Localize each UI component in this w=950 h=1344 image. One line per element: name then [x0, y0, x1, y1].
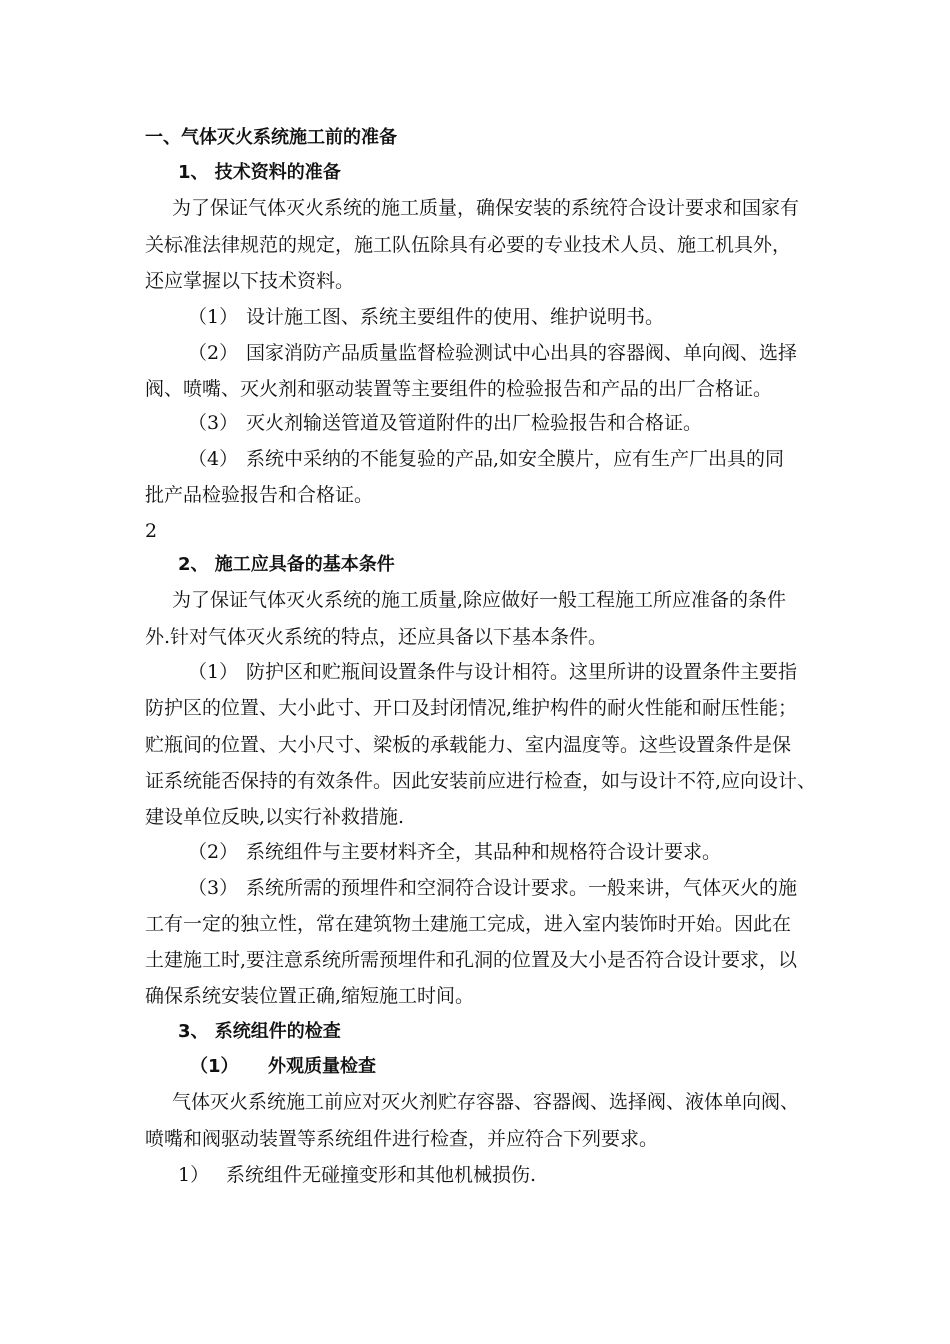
list-item-number: （3）: [188, 412, 239, 434]
subsection-title-2: 2、 施工应具备的基本条件: [178, 554, 395, 575]
list-item-number: （2）: [188, 841, 239, 863]
subsection-title-3: 3、 系统组件的检查: [178, 1021, 341, 1042]
list-item-text: 设计施工图、系统主要组件的使用、维护说明书。: [246, 306, 665, 328]
list-item-continuation: 工有一定的独立性，常在建筑物土建施工完成，进入室内装饰时开始。因此在: [145, 913, 792, 935]
list-item-text: 系统组件无碰撞变形和其他机械损伤.: [226, 1164, 537, 1186]
stray-page-mark: 2: [145, 520, 158, 542]
list-item: [188, 305, 664, 329]
subsection-title-1: 1、 技术资料的准备: [178, 162, 341, 183]
list-item-text: 系统组件与主要材料齐全，其品种和规格符合设计要求。: [246, 841, 722, 863]
sub-heading: [190, 1055, 376, 1079]
list-item-number: （3）: [188, 877, 239, 899]
list-item-number: 1）: [178, 1164, 210, 1186]
paragraph-line: 喷嘴和阀驱动装置等系统组件进行检查，并应符合下列要求。: [145, 1128, 659, 1150]
list-item-continuation: 建设单位反映,以实行补救措施.: [145, 806, 405, 828]
list-item-text: 灭火剂输送管道及管道附件的出厂检验报告和合格证。: [246, 412, 703, 434]
paragraph-line: 为了保证气体灭火系统的施工质量，确保安装的系统符合设计要求和国家有: [172, 197, 800, 219]
list-item-continuation: 阀、喷嘴、灭火剂和驱动装置等主要组件的检验报告和产品的出厂合格证。: [145, 378, 773, 400]
list-item-number: （1）: [188, 306, 239, 328]
list-item-continuation: 贮瓶间的位置、大小尺寸、梁板的承载能力、室内温度等。这些设置条件是保: [145, 734, 792, 756]
list-item: [188, 660, 797, 684]
paragraph-line: 外.针对气体灭火系统的特点，还应具备以下基本条件。: [145, 626, 608, 648]
list-item-text: 系统所需的预埋件和空洞符合设计要求。一般来讲，气体灭火的施: [246, 877, 798, 899]
list-item-text: 系统中采纳的不能复验的产品,如安全膜片，应有生产厂出具的同: [246, 448, 785, 470]
list-item-text: 防护区和贮瓶间设置条件与设计相符。这里所讲的设置条件主要指: [246, 661, 798, 683]
list-item-continuation: 证系统能否保持的有效条件。因此安装前应进行检查，如与设计不符,应向设计、: [145, 770, 817, 792]
sub-heading-number: （1）: [190, 1056, 239, 1077]
paragraph-line: 关标准法律规范的规定，施工队伍除具有必要的专业技术人员、施工机具外，: [145, 234, 792, 256]
paragraph-line: 为了保证气体灭火系统的施工质量,除应做好一般工程施工所应准备的条件: [172, 589, 787, 611]
list-item: [188, 341, 797, 365]
list-item: [188, 840, 721, 864]
list-item-continuation: 批产品检验报告和合格证。: [145, 484, 374, 506]
list-item-continuation: 防护区的位置、大小此寸、开口及封闭情况,维护构件的耐火性能和耐压性能；: [145, 697, 798, 719]
paragraph-line: 还应掌握以下技术资料。: [145, 270, 355, 292]
list-item-number: （4）: [188, 448, 239, 470]
list-item: [188, 447, 784, 471]
list-item-continuation: 土建施工时,要注意系统所需预埋件和孔洞的位置及大小是否符合设计要求，以: [145, 949, 798, 971]
list-item-number: （2）: [188, 342, 239, 364]
list-item: [178, 1163, 536, 1187]
paragraph-line: 气体灭火系统施工前应对灭火剂贮存容器、容器阀、选择阀、液体单向阀、: [172, 1091, 800, 1113]
list-item-text: 国家消防产品质量监督检验测试中心出具的容器阀、单向阀、选择: [246, 342, 798, 364]
sub-heading-text: 外观质量检查: [268, 1056, 376, 1077]
list-item-continuation: 确保系统安装位置正确,缩短施工时间。: [145, 985, 475, 1007]
list-item-number: （1）: [188, 661, 239, 683]
list-item: [188, 411, 702, 435]
section-title: 一、气体灭火系统施工前的准备: [145, 127, 397, 148]
list-item: [188, 876, 797, 900]
